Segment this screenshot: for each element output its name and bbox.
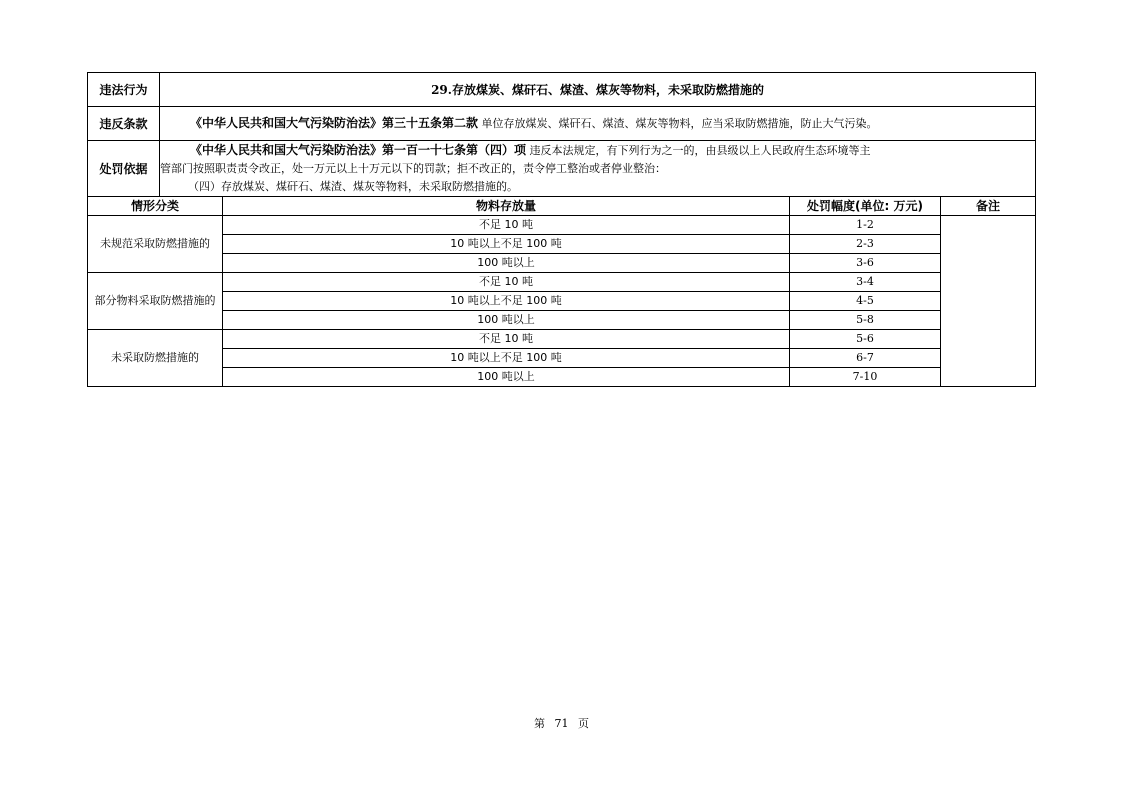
- amount-cell: 10 吨以上不足 100 吨: [223, 235, 790, 254]
- remark-cell: [941, 216, 1036, 387]
- column-header-remark: 备注: [941, 197, 1036, 216]
- violation-label: 违法行为: [88, 73, 160, 107]
- basis-row: [88, 141, 1036, 197]
- violation-row: [88, 73, 1036, 107]
- penalty-cell: 1-2: [790, 216, 941, 235]
- basis-line-1: [160, 141, 1035, 160]
- category-cell: 部分物料采取防燃措施的: [88, 273, 223, 330]
- penalty-cell: 7-10: [790, 368, 941, 387]
- table-row: [88, 311, 1036, 330]
- amount-cell: 10 吨以上不足 100 吨: [223, 349, 790, 368]
- article-label: 违反条款: [88, 107, 160, 141]
- basis-line-2: 管部门按照职责责令改正，处一万元以上十万元以下的罚款；拒不改正的，责令停工整治或者停业整治：: [160, 162, 666, 175]
- article-law-name: 《中华人民共和国大气污染防治法》第三十五条第二款: [190, 116, 479, 130]
- page-prefix: 第: [534, 717, 545, 730]
- amount-cell: 10 吨以上不足 100 吨: [223, 292, 790, 311]
- article-content: [160, 107, 1036, 141]
- page-suffix: 页: [578, 717, 589, 730]
- basis-label: 处罚依据: [88, 141, 160, 197]
- table-row: [88, 254, 1036, 273]
- column-header-row: [88, 197, 1036, 216]
- column-header-amount: 物料存放量: [223, 197, 790, 216]
- amount-cell: 100 吨以上: [223, 368, 790, 387]
- category-cell: 未采取防燃措施的: [88, 330, 223, 387]
- table-row: [88, 368, 1036, 387]
- column-header-penalty: 处罚幅度(单位: 万元): [790, 197, 941, 216]
- table-row: [88, 292, 1036, 311]
- amount-cell: 不足 10 吨: [223, 216, 790, 235]
- violation-title: 29.存放煤炭、煤矸石、煤渣、煤灰等物料，未采取防燃措施的: [160, 73, 1036, 107]
- table-row: [88, 216, 1036, 235]
- category-cell: 未规范采取防燃措施的: [88, 216, 223, 273]
- penalty-cell: 3-4: [790, 273, 941, 292]
- page-number-value: 71: [554, 717, 569, 730]
- table-row: [88, 273, 1036, 292]
- penalty-cell: 2-3: [790, 235, 941, 254]
- penalty-cell: 5-6: [790, 330, 941, 349]
- amount-cell: 100 吨以上: [223, 311, 790, 330]
- amount-cell: 100 吨以上: [223, 254, 790, 273]
- penalty-cell: 3-6: [790, 254, 941, 273]
- basis-line-3: （四）存放煤炭、煤矸石、煤渣、煤灰等物料，未采取防燃措施的。: [188, 180, 518, 193]
- amount-cell: 不足 10 吨: [223, 330, 790, 349]
- column-header-category: 情形分类: [88, 197, 223, 216]
- penalty-cell: 6-7: [790, 349, 941, 368]
- basis-law-name: 《中华人民共和国大气污染防治法》第一百一十七条第（四）项: [190, 143, 527, 157]
- article-row: [88, 107, 1036, 141]
- table-row: [88, 235, 1036, 254]
- basis-law-text-1: 违反本法规定，有下列行为之一的，由县级以上人民政府生态环境等主: [526, 144, 871, 157]
- table-row: [88, 330, 1036, 349]
- basis-content: [160, 141, 1036, 197]
- article-law-text: 单位存放煤炭、煤矸石、煤渣、煤灰等物料，应当采取防燃措施，防止大气污染。: [478, 117, 878, 130]
- amount-cell: 不足 10 吨: [223, 273, 790, 292]
- table-row: [88, 349, 1036, 368]
- penalty-cell: 5-8: [790, 311, 941, 330]
- penalty-cell: 4-5: [790, 292, 941, 311]
- penalty-standard-table: [87, 72, 1036, 387]
- page-number: [0, 715, 1123, 731]
